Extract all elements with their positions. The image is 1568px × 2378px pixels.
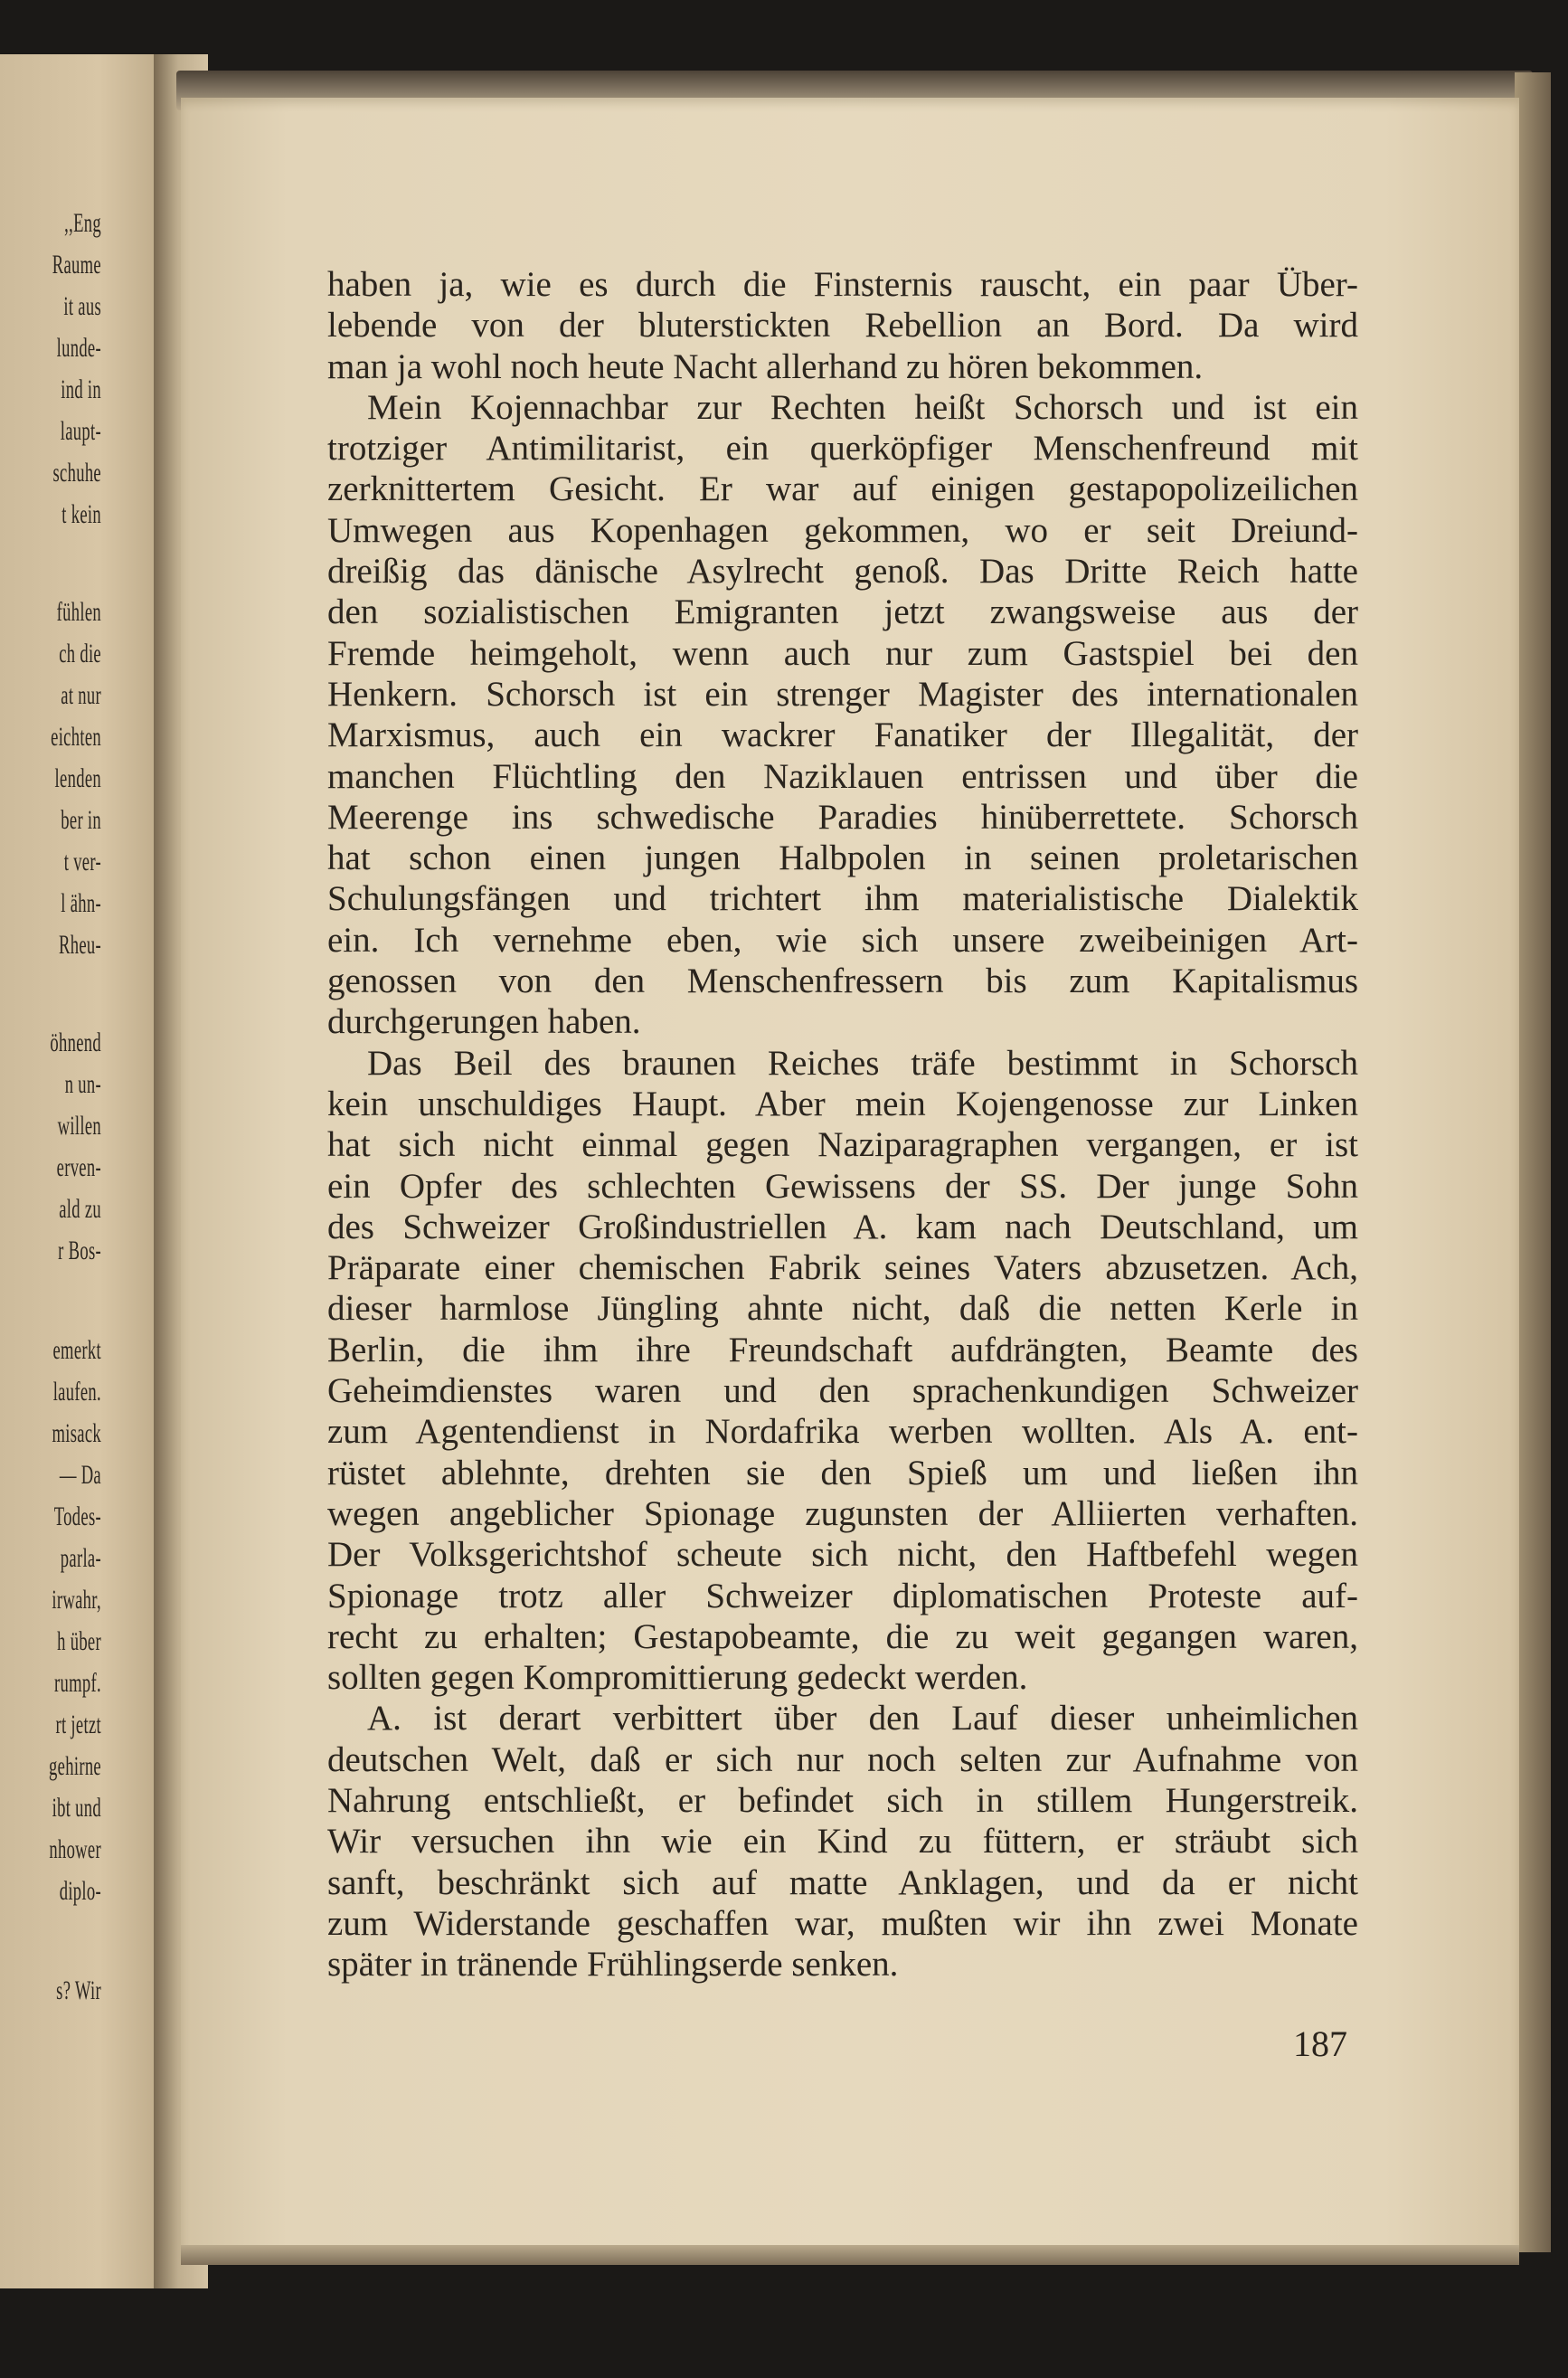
facing-page-fragment: öhnend [50, 1028, 101, 1057]
facing-page-fragment: nhower [49, 1834, 101, 1864]
text-line: zerknittertem Gesicht. Er war auf einigen gestapopolizeilichen [327, 469, 1358, 509]
text-line: später in tränende Frühlingserde senken. [327, 1945, 899, 1985]
text-line: hat sich nicht einmal gegen Naziparagraphen vergangen, er ist [327, 1125, 1358, 1165]
facing-page-fragment: emerkt [52, 1335, 101, 1365]
facing-page-fragment: — Da [59, 1460, 101, 1490]
text-line: deutschen Welt, daß er sich nur noch selten zur Aufnahme von [327, 1739, 1358, 1779]
text-line: Berlin, die ihm ihre Freundschaft aufdrängten, Beamte des [327, 1330, 1358, 1369]
facing-page-fragment: erven- [56, 1152, 101, 1182]
facing-page-fragment: s? Wir [56, 1975, 101, 2005]
text-line: Fremde heimgeholt, wenn auch nur zum Gastspiel bei den [327, 633, 1358, 673]
text-line: Mein Kojennachbar zur Rechten heißt Schorsch und ist ein [367, 387, 1358, 427]
facing-page-fragment: irwahr, [52, 1585, 101, 1615]
facing-page-fragment: at nur [61, 680, 101, 710]
facing-page-fragment: rt jetzt [55, 1710, 101, 1739]
facing-page-fragment: diplo- [59, 1876, 101, 1906]
facing-page-fragment: t ver- [63, 847, 101, 876]
facing-page-fragment: ind in [61, 374, 101, 404]
text-line: ein Opfer des schlechten Gewissens der SS. Der junge Sohn [327, 1166, 1358, 1206]
cover-right-edge [1515, 72, 1551, 2252]
facing-page-fragment: laufen. [52, 1377, 101, 1407]
facing-page-fragment: fühlen [56, 597, 101, 627]
text-line: haben ja, wie es durch die Finsternis rauscht, ein paar Über- [327, 265, 1358, 304]
text-line: wegen angeblicher Spionage zugunsten der Alliierten verhaften. [327, 1493, 1358, 1533]
facing-page-fragment: t kein [61, 499, 101, 529]
text-line: manchen Flüchtling den Naziklauen entrissen und über die [327, 756, 1358, 796]
text-line: des Schweizer Großindustriellen A. kam nach Deutschland, um [327, 1207, 1358, 1246]
text-line: Der Volksgerichtshof scheute sich nicht, den Haftbefehl wegen [327, 1535, 1358, 1575]
text-line: Umwegen aus Kopenhagen gekommen, wo er seit Dreiund- [327, 510, 1358, 550]
facing-page-fragment: r Bos- [58, 1236, 101, 1265]
text-line: zum Agentendienst in Nordafrika werben wollten. Als A. ent- [327, 1412, 1358, 1452]
text-line: Wir versuchen ihn wie ein Kind zu füttern, er sträubt sich [327, 1822, 1358, 1862]
facing-page-fragment: schuhe [52, 458, 101, 488]
text-line: man ja wohl noch heute Nacht allerhand zu hören bekommen. [327, 346, 1204, 386]
text-line: sollten gegen Kompromittierung gedeckt werden. [327, 1658, 1028, 1698]
facing-page-fragment: ,,Eng [64, 208, 101, 238]
facing-page-fragment: n un- [64, 1069, 101, 1099]
facing-page-fragment: gehirne [49, 1751, 101, 1781]
facing-page-fragment: Raume [52, 250, 101, 279]
text-line: Meerenge ins schwedische Paradies hinüberrettete. Schorsch [327, 797, 1358, 837]
text-line: Nahrung entschließt, er befindet sich in stillem Hungerstreik. [327, 1780, 1358, 1820]
facing-page-fragment: misack [52, 1418, 101, 1448]
text-line: trotziger Antimilitarist, ein querköpfiger Menschenfreund mit [327, 429, 1358, 469]
text-line: kein unschuldiges Haupt. Aber mein Kojengenosse zur Linken [327, 1084, 1358, 1123]
facing-page-fragment: ald zu [59, 1194, 101, 1224]
text-line: sanft, beschränkt sich auf matte Anklagen, und da er nicht [327, 1862, 1358, 1902]
facing-page-fragment: ch die [59, 639, 101, 668]
facing-page-fragment: l ähn- [61, 888, 101, 918]
text-line: genossen von den Menschenfressern bis zum Kapitalismus [327, 962, 1358, 1001]
facing-page-fragment: parla- [60, 1543, 101, 1573]
text-line: Henkern. Schorsch ist ein strenger Magister des internationalen [327, 674, 1358, 714]
page-number: 187 [1293, 2023, 1347, 2064]
text-line: Präparate einer chemischen Fabrik seines Vaters abzusetzen. Ach, [327, 1248, 1358, 1288]
facing-page-fragment: laupt- [60, 416, 101, 446]
text-line: rüstet ablehnte, drehten sie den Spieß um und ließen ihn [327, 1453, 1358, 1492]
text-line: ein. Ich vernehme eben, wie sich unsere zweibeinigen Art- [327, 920, 1358, 960]
text-line: A. ist derart verbittert über den Lauf dieser unheimlichen [367, 1699, 1358, 1738]
text-line: lebende von der bluterstickten Rebellion an Bord. Da wird [327, 306, 1358, 346]
facing-page-fragment: it aus [63, 291, 101, 321]
text-line: Geheimdienstes waren und den sprachenkundigen Schweizer [327, 1371, 1358, 1411]
text-line: dreißig das dänische Asylrecht genoß. Das Dritte Reich hatte [327, 552, 1358, 592]
facing-page-fragment: rumpf. [54, 1668, 101, 1698]
text-line: Spionage trotz aller Schweizer diplomatischen Proteste auf- [327, 1576, 1358, 1615]
page-body-text [327, 264, 1358, 1985]
facing-page-fragment: Rheu- [58, 930, 101, 960]
text-line: hat schon einen jungen Halbpolen in seinen proletarischen [327, 838, 1358, 878]
text-line: den sozialistischen Emigranten jetzt zwangsweise aus der [327, 592, 1358, 632]
facing-page-fragment: ber in [61, 805, 101, 835]
text-line: durchgerungen haben. [327, 1002, 641, 1042]
text-line: Schulungsfängen und trichtert ihm materialistische Dialektik [327, 879, 1358, 919]
text-line: Das Beil des braunen Reiches träfe bestimmt in Schorsch [367, 1043, 1358, 1083]
facing-page-fragment: eichten [51, 722, 101, 752]
text-line: recht zu erhalten; Gestapobeamte, die zu weit gegangen waren, [327, 1616, 1358, 1656]
facing-page-fragment: lenden [54, 763, 101, 793]
facing-page-fragment: Todes- [53, 1502, 101, 1531]
text-line: dieser harmlose Jüngling ahnte nicht, daß die netten Kerle in [327, 1289, 1358, 1329]
facing-page-fragment: h über [57, 1626, 101, 1656]
facing-page-fragment: lunde- [56, 333, 101, 363]
facing-page-fragment: ibt und [52, 1793, 101, 1823]
facing-page-fragment: willen [57, 1111, 101, 1141]
text-line: zum Widerstande geschaffen war, mußten wir ihn zwei Monate [327, 1903, 1358, 1943]
text-line: Marxismus, auch ein wackrer Fanatiker der Illegalität, der [327, 715, 1358, 755]
page-bottom-edge [181, 2245, 1519, 2265]
